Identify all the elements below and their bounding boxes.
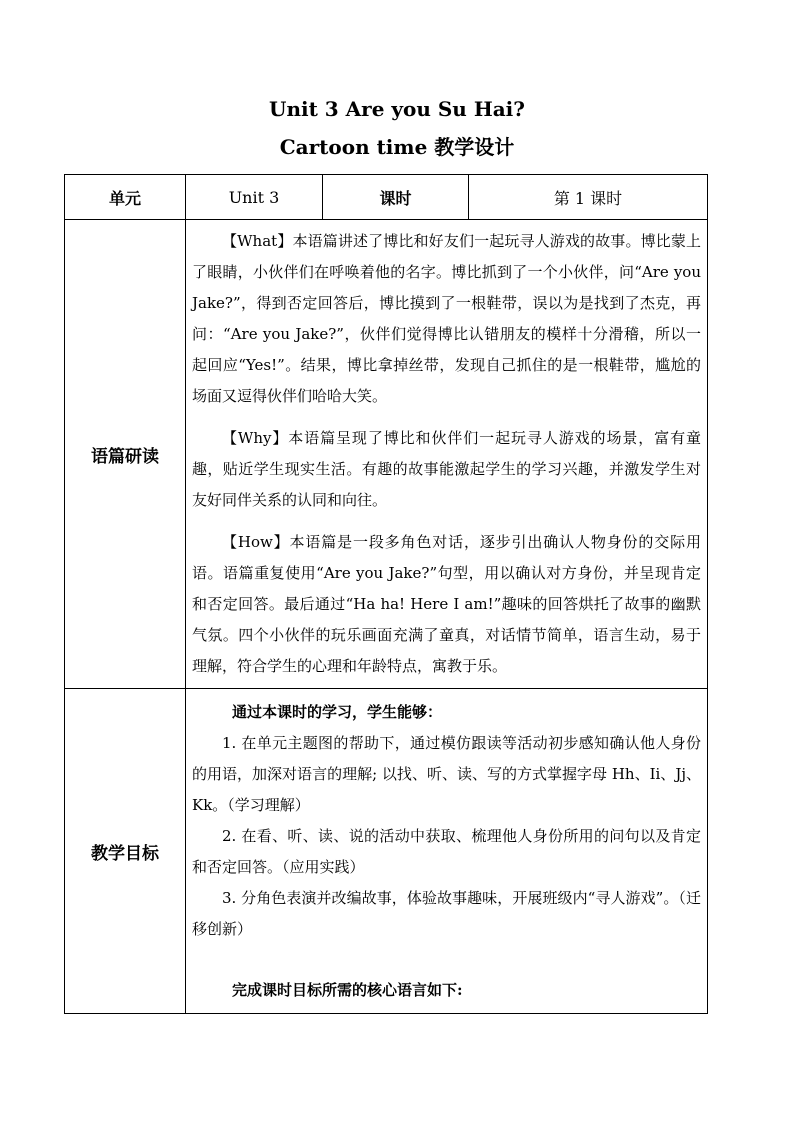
objective-item: 2. 在看、听、读、说的活动中获取、梳理他人身份所用的问句以及肯定和否定回答。（应用实践） (192, 826, 701, 876)
page-subtitle: Cartoon time 教学设计 (279, 135, 515, 159)
unit-label: 单元 (65, 175, 186, 220)
analysis-content (186, 220, 708, 689)
objectives-row (65, 689, 708, 1014)
unit-value: Unit 3 (186, 175, 323, 220)
objectives-label: 教学目标 (65, 689, 186, 1014)
objective-item: 1. 在单元主题图的帮助下，通过模仿跟读等活动初步感知确认他人身份的用语，加深对语言的理解; 以找、听、读、写的方式掌握字母 Hh、Ii、Jj、Kk。（学习理解） (192, 733, 701, 814)
header-row (65, 175, 708, 220)
how-paragraph: 【How】本语篇是一段多角色对话，逐步引出确认人物身份的交际用语。语篇重复使用“Are you Jake?”句型，用以确认对方身份，并呈现肯定和否定回答。最后通过“Ha ha! Here I am!”趣味的回答烘托了故事的幽默气氛。四个小伙伴的玩乐画面充满了童真，对话情节简单，语言生动，易于理解，符合学生的心理和年龄特点，寓教于乐。 (192, 533, 701, 675)
what-paragraph: 【What】本语篇讲述了博比和好友们一起玩寻人游戏的故事。博比蒙上了眼睛，小伙伴们在呼唤着他的名字。博比抓到了一个小伙伴，问“Are you Jake?”，得到否定回答后，博比摸到了一根鞋带，误以为是找到了杰克，再问：“Are you Jake?”，伙伴们觉得博比认错朋友的模样十分滑稽，所以一起回应“Yes!”。结果，博比拿掉丝带，发现自己抓住的是一根鞋带，尴尬的场面又逗得伙伴们哈哈大笑。 (192, 232, 701, 405)
analysis-label: 语篇研读 (65, 220, 186, 689)
core-language-heading: 完成课时目标所需的核心语言如下: (232, 980, 463, 999)
period-value: 第 1 课时 (469, 175, 708, 220)
analysis-row (65, 220, 708, 689)
objective-item: 3. 分角色表演并改编故事，体验故事趣味，开展班级内“寻人游戏”。（迁移创新） (192, 888, 701, 938)
lesson-plan-table (64, 174, 708, 1014)
page-title: Unit 3 Are you Su Hai? (269, 97, 525, 121)
period-label: 课时 (323, 175, 469, 220)
objectives-content (186, 689, 708, 1014)
why-paragraph: 【Why】本语篇呈现了博比和伙伴们一起玩寻人游戏的场景，富有童趣，贴近学生现实生活。有趣的故事能激起学生的学习兴趣，并激发学生对友好同伴关系的认同和向往。 (192, 429, 701, 509)
objectives-intro: 通过本课时的学习，学生能够： (232, 702, 443, 721)
